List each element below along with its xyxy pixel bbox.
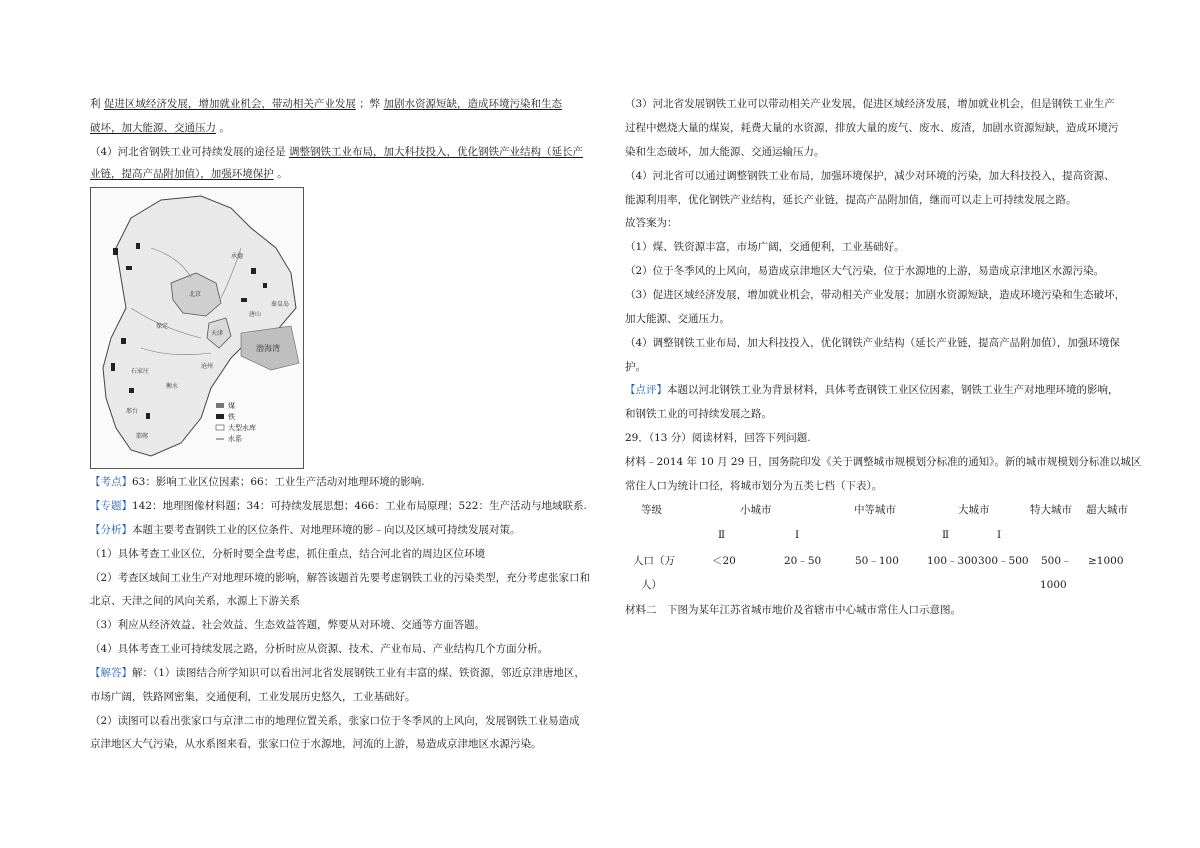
cell-value: 500﹣ — [1041, 555, 1072, 567]
svg-text:大型水库: 大型水库 — [228, 424, 256, 432]
left-line-4: 业链，提高产品附加值），加强环境保护 。 — [90, 168, 288, 180]
dianping-tag: 【点评】 — [625, 384, 667, 396]
question-29: 29．（13 分）阅读材料，回答下列问题. — [625, 432, 811, 444]
right-3c: 染和生态破坏，加大能源、交通运输压力。 — [625, 146, 825, 158]
sub-small-1: Ⅰ — [795, 529, 800, 541]
svg-text:煤: 煤 — [228, 402, 235, 410]
th-large: 大城市 — [958, 504, 990, 516]
material-1b: 常住人口为统计口径，将城市划分为五类七档（下表）。 — [625, 480, 883, 492]
cell-value: ＜20 — [712, 555, 736, 567]
jieda-line: 【解答】解：（1）读图结合所学知识可以看出河北省发展钢铁工业有丰富的煤、铁资源，邻近京津唐地区， — [90, 667, 585, 679]
material-2: 材料二 下图为某年江苏省城市地价及省辖市中心城市常住人口示意图。 — [625, 604, 961, 616]
material-1a: 材料﹣2014 年 10 月 29 日，国务院印发《关于调整城市规模划分标准的通知》。新的城市规模划分标准以城区 — [625, 456, 1142, 468]
th-grade: 等级 — [641, 504, 662, 516]
hebei-map — [91, 188, 303, 468]
right-3b: 过程中燃烧大量的煤炭，耗费大量的水资源，排放大量的废气、废水、废渣，加剧水资源短缺，造成环境污 — [625, 122, 1119, 134]
cell-value: 100﹣300 — [927, 555, 978, 567]
right-3a: （3）河北省发展钢铁工业可以带动相关产业发展，促进区域经济发展，增加就业机会，但是钢铁工业生产 — [625, 98, 1115, 110]
left-line-2: 破坏，加大能源、交通压力 。 — [90, 122, 230, 134]
row-label-b: 人） — [641, 579, 662, 591]
right-4a: （4）河北省可以通过调整钢铁工业布局，加强环境保护，减少对环境的污染，加大科技投入，提高资源、 — [625, 170, 1115, 182]
right-4b: 能源利用率，优化钢铁产业结构，延长产业链，提高产品附加值，继而可以走上可持续发展之路。 — [625, 194, 1077, 206]
answer-3b: 加大能源、交通压力。 — [625, 313, 730, 325]
city-label: 唐山 — [249, 311, 262, 318]
answer-4a: （4）调整钢铁工业布局，加大科技投入，优化钢铁产业结构（延长产业链，提高产品附加值），加强环境保 — [625, 337, 1120, 349]
answer-disadvantage: 加剧水资源短缺，造成环境污染和生态 — [383, 98, 563, 110]
sea-label: 渤海湾 — [256, 344, 280, 353]
city-label: 邢台 — [126, 408, 139, 415]
cell-value: ≥1000 — [1088, 555, 1124, 567]
left-line-1: 利 促进区域经济发展，增加就业机会，带动相关产业发展 ；弊 加剧水资源短缺，造成环境污染和生态 — [90, 98, 563, 110]
row-label-a: 人口（万 — [633, 555, 675, 567]
answer-3a: （3）促进区域经济发展，增加就业机会，带动相关产业发展；加剧水资源短缺，造成环境污染和生态破坏， — [625, 289, 1126, 301]
hebei-outline — [103, 196, 296, 456]
sub-large-2: Ⅱ — [942, 529, 950, 541]
sub-small-2: Ⅱ — [718, 529, 726, 541]
answer-intro: 故答案为： — [625, 217, 678, 229]
city-label: 邯郸 — [136, 433, 149, 440]
answer-4b: 护。 — [625, 361, 646, 373]
fenxi-line: 【分析】本题主要考查钢铁工业的区位条件、对地理环境的影﹣向以及区域可持续发展对策。 — [90, 524, 521, 536]
legend — [216, 401, 256, 443]
city-label: 衡水 — [166, 383, 179, 390]
answer-advantage: 促进区域经济发展，增加就业机会，带动相关产业发展 — [103, 98, 356, 110]
kaodian-line: 【考点】63：影响工业区位因素；66：工业生产活动对地理环境的影响. — [90, 476, 425, 488]
cell-value: 1000 — [1040, 579, 1067, 591]
zhuanti-tag: 【专题】 — [90, 500, 132, 512]
analysis-2a: （2）考查区域间工业生产对地理环境的影响，解答该题首先要考虑钢铁工业的污染类型，充分考虑张家口和 — [90, 572, 591, 584]
th-super: 超大城市 — [1086, 504, 1128, 516]
left-line-3: （4）河北省钢铁工业可持续发展的途径是 调整钢铁工业布局，加大科技投入，优化钢铁产业结构（延长产 — [90, 146, 584, 158]
dianping-2: 和钢铁工业的可持续发展之路。 — [625, 408, 772, 420]
th-medium: 中等城市 — [854, 504, 896, 516]
zhuanti-line: 【专题】142：地理图像材料题；34：可持续发展思想；466：工业布局原理；522：生产活动与地域联系. — [90, 500, 587, 512]
answer-2: （2）位于冬季风的上风向，易造成京津地区大气污染，位于水源地的上游，易造成京津地区水源污染。 — [625, 265, 1105, 277]
fenxi-tag: 【分析】 — [90, 524, 132, 536]
city-label: 秦皇岛 — [271, 301, 290, 308]
analysis-4: （4）具体考查工业可持续发展之路，分析时应从资源、技术、产业布局、产业结构几个方面分析。 — [90, 643, 549, 655]
analysis-3: （3）利应从经济效益、社会效益、生态效益答题，弊要从对环境、交通等方面答题。 — [90, 619, 486, 631]
city-label: 石家庄 — [131, 368, 150, 375]
answer-1: （1）煤、铁资源丰富，市场广阔，交通便利，工业基础好。 — [625, 241, 905, 253]
svg-text:水系: 水系 — [228, 435, 242, 443]
hebei-map-figure — [90, 187, 304, 469]
city-label: 天津 — [211, 330, 224, 337]
jieda-tag: 【解答】 — [90, 667, 132, 679]
cell-value: 50﹣100 — [855, 555, 899, 567]
th-special: 特大城市 — [1030, 504, 1072, 516]
solution-1b: 市场广阔，铁路网密集，交通便利，工业发展历史悠久，工业基础好。 — [90, 691, 416, 703]
dianping-line: 【点评】本题以河北钢铁工业为背景材料，具体考查钢铁工业区位因素，钢铁工业生产对地理环境的影响， — [625, 384, 1119, 396]
cell-value: 20﹣50 — [784, 555, 822, 567]
city-label: 北京 — [189, 291, 202, 298]
analysis-2b: 北京、天津之间的风向关系，水源上下游关系 — [90, 595, 300, 607]
kaodian-tag: 【考点】 — [90, 476, 132, 488]
sub-large-1: Ⅰ — [997, 529, 1002, 541]
analysis-1: （1）具体考查工业区位，分析时要全盘考虑，抓住重点，结合河北省的周边区位环境 — [90, 548, 486, 560]
cell-value: 300﹣500 — [978, 555, 1029, 567]
city-label: 承德 — [231, 253, 244, 260]
solution-2b: 京津地区大气污染，从水系图来看，张家口位于水源地，河流的上游，易造成京津地区水源污染。 — [90, 738, 542, 750]
svg-text:铁: 铁 — [228, 413, 235, 421]
th-small: 小城市 — [740, 504, 772, 516]
city-label: 沧州 — [201, 363, 214, 370]
solution-2a: （2）读图可以看出张家口与京津二市的地理位置关系，张家口位于冬季风的上风向，发展钢铁工业易造成 — [90, 715, 580, 727]
city-label: 保定 — [156, 323, 169, 330]
